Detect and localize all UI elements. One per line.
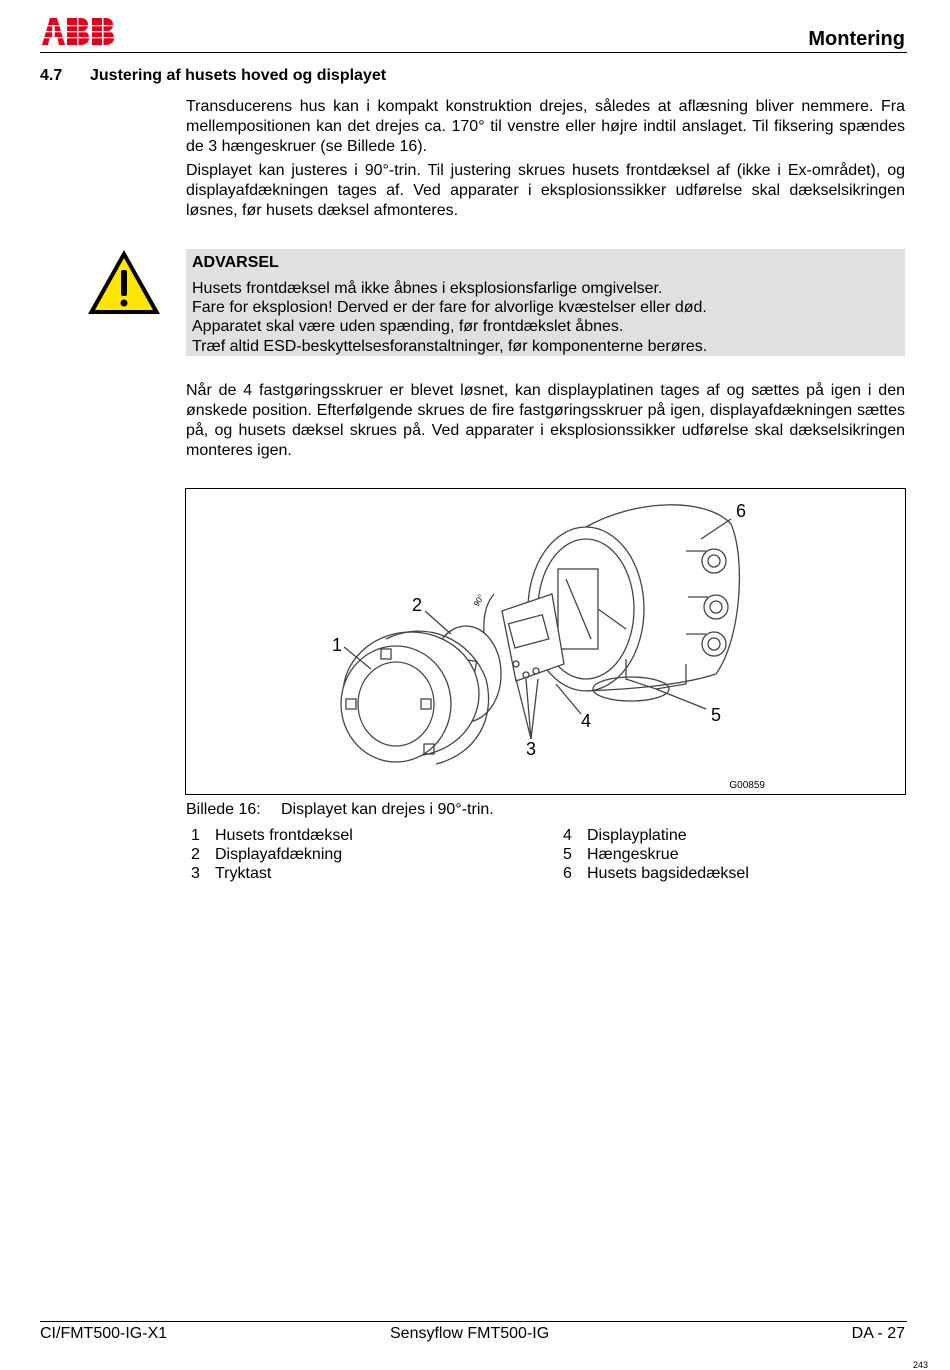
warning-title: ADVARSEL [192,254,279,271]
warning-line: Træf altid ESD-beskyttelsesforanstaltninger, før komponenterne berøres. [192,338,708,355]
legend-text: Tryktast [215,865,272,882]
housing-exploded-drawing [186,489,905,794]
section-title: Justering af husets hoved og displayet [90,67,387,84]
callout-6: 6 [736,501,747,521]
callout-5: 5 [711,705,722,725]
footer-document-id: CI/FMT500-IG-X1 [40,1325,168,1342]
page-stamp: 243 [912,1360,928,1370]
abb-logo [40,16,120,46]
legend-number: 2 [191,846,200,863]
footer-rule [40,1321,907,1322]
callout-3: 3 [526,739,537,759]
legend-number: 6 [563,865,572,882]
legend-text: Husets frontdæksel [215,827,353,844]
warning-box [186,249,905,356]
footer-page-number: DA - 27 [851,1325,905,1342]
legend-text: Husets bagsidedæksel [587,865,749,882]
figure-frame [185,488,906,795]
header-rule [40,52,907,53]
legend-text: Displayplatine [587,827,687,844]
figure-code: G00859 [729,780,765,791]
callout-2: 2 [412,595,423,615]
running-header-section: Montering [808,28,905,50]
caption-text: Displayet kan drejes i 90°-trin. [281,801,494,818]
legend-number: 1 [191,827,200,844]
section-number: 4.7 [40,67,63,84]
legend-text: Displayafdækning [215,846,343,863]
callout-4: 4 [581,711,592,731]
warning-triangle-icon [86,248,162,316]
warning-line: Fare for eksplosion! Derved er der fare for alvorlige kvæstelser eller død. [192,299,707,316]
legend-number: 5 [563,846,572,863]
body-paragraph: Transducerens hus kan i kompakt konstruktion drejes, således at aflæsning bliver nemmere. Fra mellempositionen kan det drejes ca. 170° til venstre eller højre indtil anslaget. Til fiksering spændes de 3 hængeskruer (se Billede 16). [186,98,905,155]
legend-number: 4 [563,827,572,844]
caption-label: Billede 16: [186,801,261,818]
warning-line: Husets frontdæksel må ikke åbnes i eksplosionsfarlige omgivelser. [192,280,663,297]
legend-text: Hængeskrue [587,846,679,863]
legend-number: 3 [191,865,200,882]
footer-product-name: Sensyflow FMT500-IG [390,1325,550,1342]
warning-line: Apparatet skal være uden spænding, før frontdækslet åbnes. [192,318,624,335]
body-paragraph: Når de 4 fastgøringsskruer er blevet løsnet, kan displayplatinen tages af og sættes på igen i den ønskede position. Efterfølgende skrues de fire fastgøringsskruer på igen, displayafdækningen sættes på, og husets dæksel skrues på. Ved apparater i eksplosionssikker udførelse skal dækselsikringen monteres igen. [186,382,905,459]
callout-1: 1 [332,635,343,655]
body-paragraph: Displayet kan justeres i 90°-trin. Til justering skrues husets frontdæksel af (ikke i Ex-området), og displayafdækningen tages af. Ved apparater i eksplosionssikker udførelse skal dækselsikringen løsnes, før husets dæksel afmonteres. [186,162,905,219]
rotation-label: 90° [471,593,486,608]
